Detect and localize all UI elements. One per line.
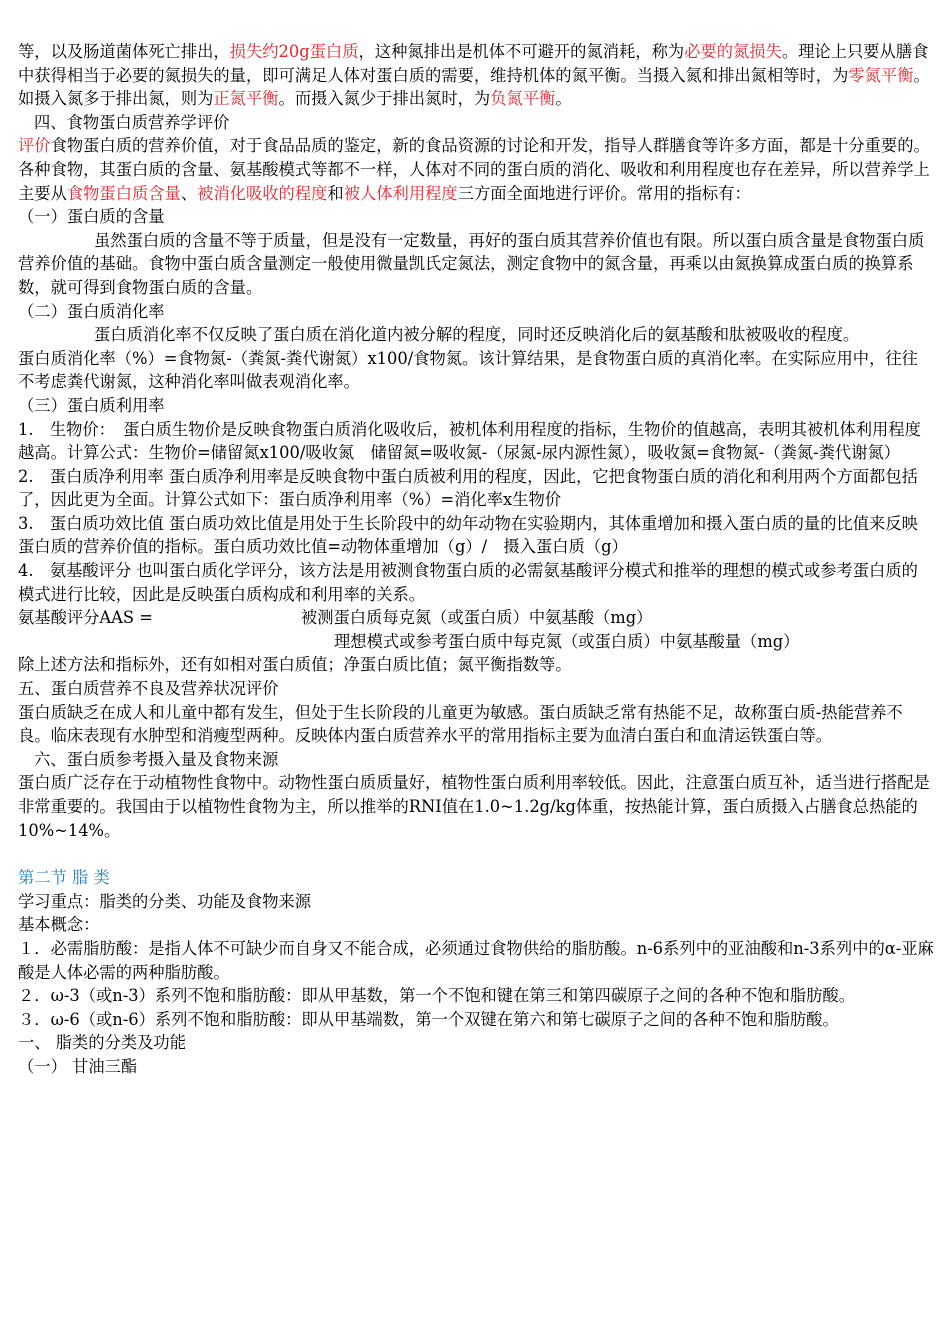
text-run: 和: [327, 183, 344, 203]
list-item-biological-value: 1. 生物价： 蛋白质生物价是反映食物蛋白质消化吸收后，被机体利用程度的指标，生物价的值越高，表明其被机体利用程度越高。计算公式：生物价=储留氮x100/吸收氮 储留氮=吸收氮-（尿氮-尿内源性氮），吸收氮=食物氮-（粪氮-粪代谢氮）: [18, 419, 921, 463]
heading-malnutrition: 五、蛋白质营养不良及营养状况评价: [18, 679, 279, 699]
digestibility-paragraph: 蛋白质消化率不仅反映了蛋白质在消化道内被分解的程度，同时还反映消化后的氨基酸和肽被吸收的程度。: [94, 325, 860, 345]
highlighted-term: 负氮平衡: [490, 89, 556, 109]
heading-protein-evaluation: 四、食物蛋白质营养学评价: [34, 112, 230, 132]
digestibility-formula-paragraph: 蛋白质消化率（%）=食物氮-（粪氮-粪代谢氮）x100/食物氮。该计算结果，是食物蛋白质的真消化率。在实际应用中，往往不考虑粪代谢氮，这种消化率叫做表观消化率。: [18, 348, 918, 392]
highlighted-term: 食物蛋白质含量: [66, 183, 181, 203]
aas-formula-numerator: 被测蛋白质每克氮（或蛋白质）中氨基酸（mg）: [300, 608, 653, 628]
text-run: 。: [555, 89, 572, 109]
concept-omega-6: ３．ω-6（或n-6）系列不饱和脂肪酸：即从甲基端数，第一个双键在第六和第七碳原子之间的各种不饱和脂肪酸。: [18, 1009, 839, 1029]
section-title-lipids: 第二节 脂 类: [18, 868, 110, 888]
highlighted-term: 正氮平衡: [213, 89, 279, 109]
text-run: 、: [180, 183, 198, 203]
reference-intake-paragraph: 蛋白质广泛存在于动植物性食物中。动物性蛋白质质量好，植物性蛋白质利用率较低。因此，注意蛋白质互补，适当进行搭配是非常重要的。我国由于以植物性食物为主，所以推举的RNI值在1.0~1.2g/kg体重，按热能计算，蛋白质摄入占膳食总热能的10%~14%。: [18, 773, 930, 840]
heading-reference-intake: 六、蛋白质参考摄入量及食物来源: [34, 749, 279, 769]
list-item-amino-acid-score: 4. 氨基酸评分 也叫蛋白质化学评分，该方法是用被测食物蛋白质的必需氨基酸评分模式和推举的理想的模式或参考蛋白质的模式进行比较，因此是反映蛋白质构成和利用率的关系。: [18, 561, 918, 604]
subheading-utilization: （三）蛋白质利用率: [18, 395, 165, 415]
text-run: 食物蛋白质的营养价值，对于食品品质的鉴定，新的食品资源的讨论和开发，指导人群膳食等许多方面，都是十分重要的。各种食物，其蛋白质的含量、氨基酸模式等都不一样，人体对不同的蛋白质的消化、吸收和利用程度也存在差异，所以营养学上主要从: [18, 136, 930, 203]
malnutrition-paragraph: 蛋白质缺乏在成人和儿童中都有发生，但处于生长阶段的儿童更为敏感。蛋白质缺乏常有热能不足，故称蛋白质-热能营养不良。临床表现有水肿型和消瘦型两种。反映体内蛋白质营养水平的常用指标主要为血清白蛋白和血清运铁蛋白等。: [18, 702, 903, 746]
text-run: 。理论上只要从膳食中获得相当于必要的氮损失的量，即可满足人体对蛋白质的需要，维持机体的氮平衡。当摄入氮和排出氮相等时，为: [18, 42, 929, 85]
subheading-digestibility: （二）蛋白质消化率: [18, 301, 165, 321]
subheading-triglyceride: （一） 甘油三酯: [18, 1056, 138, 1076]
highlighted-term: 零氮平衡: [848, 65, 914, 85]
learning-focus: 学习重点：脂类的分类、功能及食物来源: [18, 891, 312, 911]
highlighted-term: 评价: [18, 136, 51, 156]
protein-content-paragraph: 虽然蛋白质的含量不等于质量，但是没有一定数量，再好的蛋白质其营养价值也有限。所以蛋白质含量是食物蛋白质营养价值的基础。食物中蛋白质含量测定一般使用微量凯氏定氮法，测定食物中的氮含量，再乘以由氮换算成蛋白质的换算系数，就可得到食物蛋白质的含量。: [18, 230, 925, 297]
aas-formula-label: 氨基酸评分AAS =: [18, 608, 153, 628]
aas-formula-denominator: 理想模式或参考蛋白质中每克氮（或蛋白质）中氨基酸量（mg）: [334, 631, 800, 651]
concept-omega-3: ２．ω-3（或n-3）系列不饱和脂肪酸：即从甲基数，第一个不饱和键在第三和第四碳原子之间的各种不饱和脂肪酸。: [18, 986, 855, 1006]
other-indicators-paragraph: 除上述方法和指标外，还有如相对蛋白质值；净蛋白质比值；氮平衡指数等。: [18, 655, 572, 675]
highlighted-term: 被人体利用程度: [343, 183, 458, 203]
text-run: 。如摄入氮多于排出氮，则为: [18, 65, 930, 109]
text-run: 等，以及肠道菌体死亡排出，: [18, 42, 230, 61]
heading-lipid-classification: 一、 脂类的分类及功能: [18, 1033, 186, 1053]
concept-essential-fatty-acid: １．必需脂肪酸：是指人体不可缺少而自身又不能合成，必须通过食物供给的脂肪酸。n-6系列中的亚油酸和n-3系列中的α-亚麻酸是人体必需的两种脂肪酸。: [18, 938, 934, 982]
evaluation-intro-paragraph: [18, 134, 934, 205]
list-item-protein-efficiency-ratio: 3. 蛋白质功效比值 蛋白质功效比值是用处于生长阶段中的幼年动物在实验期内，其体重增加和摄入蛋白质的量的比值来反映蛋白质的营养价值的指标。蛋白质功效比值=动物体重增加（g）/ 摄入蛋白质（g）: [18, 513, 918, 557]
text-run: 三方面全面地进行评价。常用的指标有：: [457, 183, 751, 203]
basic-concepts-label: 基本概念：: [18, 915, 100, 935]
highlighted-term: 损失约20g蛋白质: [229, 42, 359, 61]
nitrogen-balance-paragraph: [18, 40, 934, 111]
highlighted-term: 被消化吸收的程度: [197, 183, 328, 203]
highlighted-term: 必要的氮损失: [684, 42, 782, 61]
list-item-net-protein-utilization: 2. 蛋白质净利用率 蛋白质净利用率是反映食物中蛋白质被利用的程度，因此，它把食物蛋白质的消化和利用两个方面都包括了，因此更为全面。计算公式如下：蛋白质净利用率（%）=消化率x生物价: [18, 466, 918, 510]
text-run: 。而摄入氮少于排出氮时，为: [278, 89, 491, 109]
section-spacer: [18, 842, 934, 866]
subheading-protein-content: （一）蛋白质的含量: [18, 207, 165, 227]
text-run: ，这种氮排出是机体不可避开的氮消耗，称为: [358, 42, 685, 61]
aas-formula-numerator-row: [18, 606, 934, 630]
